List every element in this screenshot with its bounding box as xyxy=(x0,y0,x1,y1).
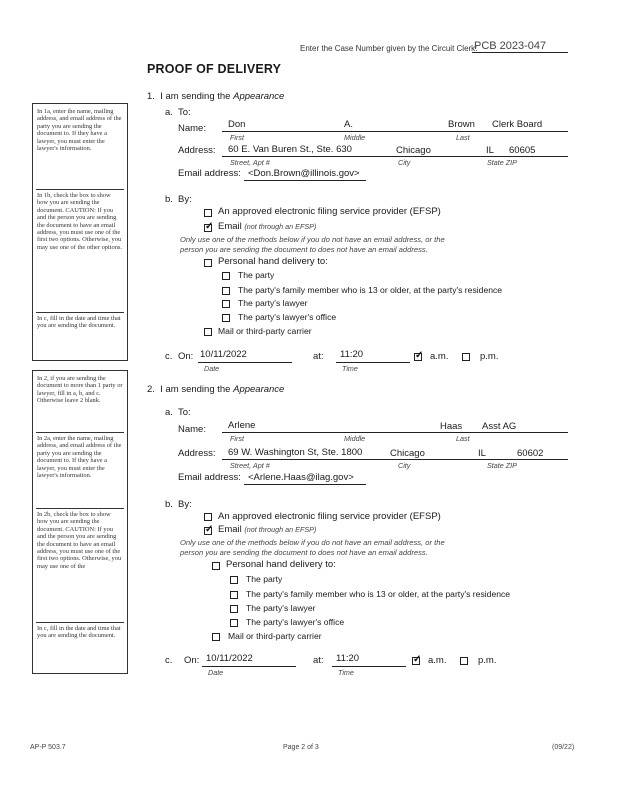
instructions-sidebar-top xyxy=(32,103,128,361)
instruction-2a: In 2a, enter the name, mailing address, and email address of the party you are sending the document to. If they have a lawyer, you must enter the lawyer's information. xyxy=(36,433,124,509)
section-1-lawyer-label: The party's lawyer xyxy=(238,298,308,308)
section-1-on-label: On: xyxy=(178,351,194,362)
instruction-1c: In c, fill in the date and time that you are sending the document. xyxy=(37,315,121,330)
section-2-heading xyxy=(147,384,284,395)
section-1-date-value[interactable]: 10/11/2022 xyxy=(200,349,247,360)
section-1-first-name[interactable]: Don xyxy=(228,119,246,130)
section-1-family-checkbox[interactable] xyxy=(222,287,230,295)
section-1-a-label: a. xyxy=(165,107,173,118)
section-1-email-checkbox[interactable] xyxy=(204,224,212,232)
section-1-number: 1. xyxy=(147,91,155,102)
section-2-document: Appearance xyxy=(233,384,285,395)
section-1-email-label: Email address: xyxy=(178,168,241,179)
section-1-email-option xyxy=(218,221,316,232)
instructions-sidebar-bottom xyxy=(32,370,128,674)
section-2-efsp-checkbox[interactable] xyxy=(204,513,212,521)
form-id: AP-P 503.7 xyxy=(30,744,66,751)
section-2-mail-label: Mail or third-party carrier xyxy=(228,631,322,641)
first-caption: First xyxy=(230,133,244,142)
section-1-c-label: c. xyxy=(165,351,173,362)
section-2-c-label: c. xyxy=(165,655,173,666)
instruction-1a: In 1a, enter the name, mailing address, and email address of the party you are sending the document to. If they have a lawyer, you must enter the lawyer's information. xyxy=(36,106,124,190)
city-caption: City xyxy=(398,158,411,167)
section-1-at-label: at: xyxy=(313,351,324,362)
street-caption: Street, Apt # xyxy=(230,461,270,470)
section-2-zip[interactable]: 60602 xyxy=(517,448,544,459)
page-title: PROOF OF DELIVERY xyxy=(147,62,282,76)
section-1-zip[interactable]: 60605 xyxy=(509,145,536,156)
section-2-at-label: at: xyxy=(313,655,324,666)
section-2-to-label: To: xyxy=(178,407,191,418)
section-2-by-label: By: xyxy=(178,499,192,510)
email-option-label: Email xyxy=(218,221,242,232)
section-2-efsp-label: An approved electronic filing service provider (EFSP) xyxy=(218,511,441,522)
revision-date: (09/22) xyxy=(552,744,575,751)
section-1-only-use-note: Only use one of the methods below if you do not have an email address, or the xyxy=(180,235,445,244)
section-2-city[interactable]: Chicago xyxy=(390,448,425,459)
section-2-date-value[interactable]: 10/11/2022 xyxy=(206,653,253,664)
section-2-pm-checkbox[interactable] xyxy=(460,657,468,665)
date-caption: Date xyxy=(208,668,224,677)
date-caption: Date xyxy=(204,364,220,373)
section-2-party-checkbox[interactable] xyxy=(230,576,238,584)
section-2-lawyer-office-checkbox[interactable] xyxy=(230,619,238,627)
section-1-only-use-note-2: person you are sending the document to does not have an email address. xyxy=(180,245,428,254)
last-caption: Last xyxy=(456,133,470,142)
section-1-city[interactable]: Chicago xyxy=(396,145,431,156)
section-2-party-label: The party xyxy=(246,574,283,584)
section-1-last-name[interactable]: Brown xyxy=(448,119,475,130)
section-1-heading xyxy=(147,91,284,102)
section-2-street[interactable]: 69 W. Washington St, Ste. 1800 xyxy=(228,447,363,458)
first-caption: First xyxy=(230,434,244,443)
section-2-address-label: Address: xyxy=(178,448,216,459)
section-2-only-use-note: Only use one of the methods below if you do not have an email address, or the xyxy=(180,538,445,547)
section-1-lawyer-checkbox[interactable] xyxy=(222,300,230,308)
section-2-mail-checkbox[interactable] xyxy=(212,633,220,641)
street-caption: Street, Apt # xyxy=(230,158,270,167)
section-1-party-label: The party xyxy=(238,270,275,280)
section-1-personal-checkbox[interactable] xyxy=(204,259,212,267)
city-caption: City xyxy=(398,461,411,470)
section-2-personal-label: Personal hand delivery to: xyxy=(226,559,336,570)
section-1-lawyer-office-checkbox[interactable] xyxy=(222,314,230,322)
section-1-middle-name[interactable]: A. xyxy=(344,119,353,130)
section-1-pm-checkbox[interactable] xyxy=(462,353,470,361)
email-option-note: (not through an EFSP) xyxy=(244,222,317,231)
section-2-lawyer-office-label: The party's lawyer's office xyxy=(246,617,345,627)
section-2-intro: I am sending the xyxy=(160,384,231,395)
middle-caption: Middle xyxy=(344,133,366,142)
email-option-label: Email xyxy=(218,524,242,535)
section-1-street[interactable]: 60 E. Van Buren St., Ste. 630 xyxy=(228,144,352,155)
section-1-efsp-label: An approved electronic filing service provider (EFSP) xyxy=(218,206,441,217)
section-2-am-checkbox[interactable] xyxy=(412,657,420,665)
section-1-lawyer-office-label: The party's lawyer's office xyxy=(238,312,337,322)
time-caption: Time xyxy=(342,364,358,373)
section-1-state[interactable]: IL xyxy=(486,145,494,156)
last-caption: Last xyxy=(456,434,470,443)
section-2-first-name[interactable]: Arlene xyxy=(228,420,256,431)
section-2-name-label: Name: xyxy=(178,424,206,435)
section-2-a-label: a. xyxy=(165,407,173,418)
section-2-lawyer-label: The party's lawyer xyxy=(246,603,316,613)
section-2-number: 2. xyxy=(147,384,155,395)
state-zip-caption: State ZIP xyxy=(487,158,517,167)
section-1-am-label: a.m. xyxy=(430,351,449,362)
section-1-address-label: Address: xyxy=(178,145,216,156)
page-number: Page 2 of 3 xyxy=(283,744,319,751)
section-2-personal-checkbox[interactable] xyxy=(212,562,220,570)
section-1-last-extra[interactable]: Clerk Board xyxy=(492,119,543,130)
section-2-lawyer-checkbox[interactable] xyxy=(230,605,238,613)
section-1-to-label: To: xyxy=(178,107,191,118)
section-2-pm-label: p.m. xyxy=(478,655,497,666)
section-1-b-label: b. xyxy=(165,194,173,205)
section-1-time-value[interactable]: 11:20 xyxy=(340,349,364,360)
section-2-time-value[interactable]: 11:20 xyxy=(336,653,360,664)
section-1-party-checkbox[interactable] xyxy=(222,272,230,280)
section-1-document: Appearance xyxy=(233,91,285,102)
middle-caption: Middle xyxy=(344,434,366,443)
section-1-efsp-checkbox[interactable] xyxy=(204,209,212,217)
section-2-state[interactable]: IL xyxy=(478,448,486,459)
section-2-last-name[interactable]: Haas xyxy=(440,421,463,432)
section-2-email-checkbox[interactable] xyxy=(204,527,212,535)
section-2-am-label: a.m. xyxy=(428,655,447,666)
section-1-am-checkbox[interactable] xyxy=(414,353,422,361)
section-2-only-use-note-2: person you are sending the document to does not have an email address. xyxy=(180,548,428,557)
section-1-pm-label: p.m. xyxy=(480,351,499,362)
section-1-name-label: Name: xyxy=(178,123,206,134)
section-2-email-label: Email address: xyxy=(178,472,241,483)
section-1-by-label: By: xyxy=(178,194,192,205)
section-1-personal-label: Personal hand delivery to: xyxy=(218,256,328,267)
section-2-b-label: b. xyxy=(165,499,173,510)
section-2-email-option xyxy=(218,524,316,535)
section-2-last-extra[interactable]: Asst AG xyxy=(482,421,517,432)
time-caption: Time xyxy=(338,668,354,677)
section-1-family-label: The party's family member who is 13 or older, at the party's residence xyxy=(238,285,503,295)
section-2-email-value[interactable]: <Arlene.Haas@ilag.gov> xyxy=(248,472,354,483)
state-zip-caption: State ZIP xyxy=(487,461,517,470)
case-number-value[interactable]: PCB 2023-047 xyxy=(474,40,547,52)
email-option-note: (not through an EFSP) xyxy=(244,525,317,534)
section-1-intro: I am sending the xyxy=(160,91,231,102)
section-1-email-value[interactable]: <Don.Brown@illinois.gov> xyxy=(248,168,360,179)
section-1-mail-checkbox[interactable] xyxy=(204,328,212,336)
section-2-on-label: On: xyxy=(184,655,200,666)
instruction-2c: In c, fill in the date and time that you are sending the document. xyxy=(37,625,121,640)
section-2-family-label: The party's family member who is 13 or older, at the party's residence xyxy=(246,589,511,599)
case-number-prompt: Enter the Case Number given by the Circuit Clerk: xyxy=(300,44,478,53)
section-1-mail-label: Mail or third-party carrier xyxy=(218,326,312,336)
section-2-family-checkbox[interactable] xyxy=(230,591,238,599)
instruction-1b: In 1b, check the box to show how you are sending the document. CAUTION: If you and the person you are sending the document to have an email address, you must use one of the first two options. Otherwise, you may use one of the other options. xyxy=(36,190,124,313)
instruction-2b: In 2b, check the box to show how you are sending the document. CAUTION: If you and the person you are sending the document to have an email address, you must use one of the first two options. Otherwise, you may use one of the xyxy=(36,509,124,623)
instruction-2: In 2, if you are sending the document to more than 1 party or lawyer, fill in a, b, and c. Otherwise leave 2 blank. xyxy=(36,373,124,433)
